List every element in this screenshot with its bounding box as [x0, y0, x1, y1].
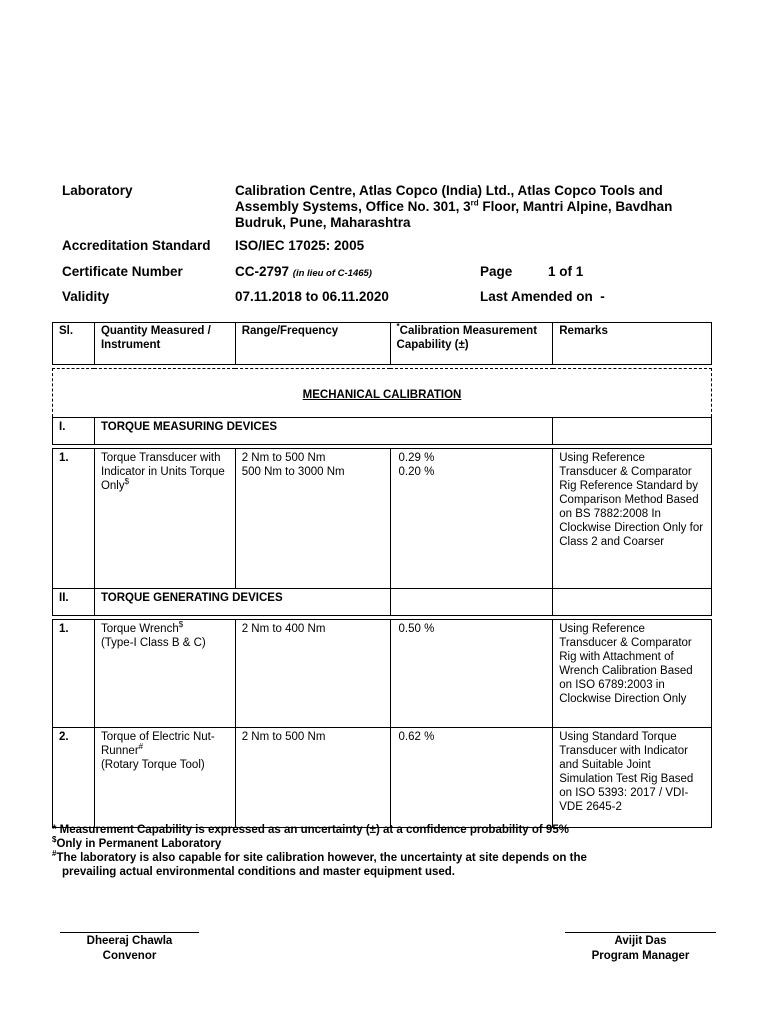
amended-label — [480, 289, 605, 305]
row-3-range: 2 Nm to 500 Nm — [235, 728, 390, 828]
scope-table — [52, 322, 712, 828]
row-2-number: 1. — [53, 620, 95, 728]
row-2-cmc: 0.50 % — [390, 620, 553, 728]
row-1-quantity-sup: $ — [124, 477, 130, 487]
row-1-remarks: Using Reference Transducer & Comparator Rig Reference Standard by Comparison Method Based on BS 7882:2008 In Clockwise Direction Only for Class 2 and Coarser — [553, 449, 712, 589]
section-title: MECHANICAL CALIBRATION — [53, 369, 712, 418]
row-3-remarks: Using Standard Torque Transducer with Indicator and Suitable Joint Simulation Test Rig Based on ISO 5393: 2017 / VDI-VDE 2645-2 — [553, 728, 712, 828]
cmc-asterisk: * — [396, 322, 400, 332]
footnote-2 — [52, 837, 692, 851]
header-cmc — [390, 323, 553, 365]
row-1-cmc-1: 0.29 % — [398, 452, 435, 464]
row-3-number: 2. — [53, 728, 95, 828]
floor-superscript: rd — [470, 198, 479, 208]
validity-value: 07.11.2018 to 06.11.2020 — [235, 289, 389, 304]
header-range: Range/Frequency — [235, 323, 390, 365]
validity-label: Validity — [62, 289, 110, 304]
amended-label-text: Last Amended on — [480, 289, 593, 304]
table-row — [53, 449, 712, 589]
certificate-value — [235, 264, 372, 282]
row-3-cmc: 0.62 % — [390, 728, 553, 828]
laboratory-line-2b: Floor, Mantri Alpine, Bavdhan — [478, 199, 673, 214]
laboratory-line-1: Calibration Centre, Atlas Copco (India) Ltd., Atlas Copco Tools and — [235, 183, 663, 198]
laboratory-line-2a: Assembly Systems, Office No. 301, 3 — [235, 199, 471, 214]
standard-label: Accreditation Standard — [62, 238, 211, 253]
group-1-empty — [553, 418, 712, 445]
row-1-range-1: 2 Nm to 500 Nm — [241, 452, 326, 464]
row-2-quantity — [94, 620, 235, 728]
footnotes — [52, 823, 692, 879]
table-header-row — [53, 323, 712, 365]
right-signature-line — [565, 932, 716, 933]
row-2-quantity-b: (Type-I Class B & C) — [100, 637, 206, 649]
footnote-3-symbol: # — [52, 849, 57, 859]
group-2-number: II. — [53, 589, 95, 616]
right-signatory-name: Avijit Das — [614, 935, 667, 947]
section-row — [53, 369, 712, 418]
laboratory-label: Laboratory — [62, 183, 133, 198]
row-3-quantity-sup: # — [138, 742, 144, 752]
page-label: Page — [480, 264, 513, 279]
row-3-quantity-b: (Rotary Torque Tool) — [100, 759, 205, 771]
row-2-quantity-sup: $ — [178, 620, 184, 630]
table-row — [53, 728, 712, 828]
row-2-range: 2 Nm to 400 Nm — [235, 620, 390, 728]
header-remarks: Remarks — [553, 323, 712, 365]
left-signatory — [60, 934, 199, 964]
row-2-quantity-a: Torque Wrench — [100, 623, 179, 635]
amended-value: - — [600, 289, 605, 304]
certificate-note: (in lieu of C-1465) — [292, 268, 372, 279]
laboratory-line-3: Budruk, Pune, Maharashtra — [235, 215, 411, 230]
certificate-label: Certificate Number — [62, 264, 183, 279]
row-1-quantity-text: Torque Transducer with Indicator in Units Torque Only — [100, 452, 225, 492]
row-1-number: 1. — [53, 449, 95, 589]
table-row — [53, 620, 712, 728]
group-2-title: TORQUE GENERATING DEVICES — [94, 589, 390, 616]
footnote-2-text: Only in Permanent Laboratory — [56, 838, 222, 850]
row-1-quantity — [94, 449, 235, 589]
row-1-range — [235, 449, 390, 589]
row-1-cmc — [390, 449, 553, 589]
page-value: 1 of 1 — [548, 264, 584, 279]
row-1-range-2: 500 Nm to 3000 Nm — [241, 466, 345, 478]
footnote-1: * Measurement Capability is expressed as an uncertainty (±) at a confidence probability of 95% — [52, 824, 569, 836]
group-1-number: I. — [53, 418, 95, 445]
group-row-2 — [53, 589, 712, 616]
left-signatory-name: Dheeraj Chawla — [86, 935, 173, 947]
standard-value: ISO/IEC 17025: 2005 — [235, 238, 365, 253]
group-1-title: TORQUE MEASURING DEVICES — [94, 418, 552, 445]
footnote-3-continued: prevailing actual environmental conditions and master equipment used. — [62, 866, 455, 878]
group-2-empty-2 — [553, 589, 712, 616]
certificate-number: CC-2797 — [235, 264, 290, 279]
cmc-header-text: Calibration Measurement Capability (±) — [396, 325, 538, 351]
laboratory-address — [235, 183, 715, 231]
header-quantity: Quantity Measured / Instrument — [94, 323, 235, 365]
footnote-2-symbol: $ — [52, 835, 57, 845]
footnote-3 — [52, 851, 692, 865]
group-row-1 — [53, 418, 712, 445]
group-2-empty-1 — [390, 589, 553, 616]
row-3-quantity — [94, 728, 235, 828]
left-signatory-role: Convenor — [102, 950, 157, 962]
right-signatory — [565, 934, 716, 964]
row-3-quantity-a: Torque of Electric Nut- Runner — [100, 731, 215, 757]
header-sl: Sl. — [53, 323, 95, 365]
footnote-3-text-a: The laboratory is also capable for site calibration however, the uncertainty at site depends on the — [56, 852, 587, 864]
laboratory-line-2 — [235, 199, 715, 215]
right-signatory-role: Program Manager — [591, 950, 690, 962]
left-signature-line — [60, 932, 199, 933]
row-1-cmc-2: 0.20 % — [398, 466, 435, 478]
row-2-remarks: Using Reference Transducer & Comparator Rig with Attachment of Wrench Calibration Based on ISO 6789:2003 in Clockwise Direction Only — [553, 620, 712, 728]
